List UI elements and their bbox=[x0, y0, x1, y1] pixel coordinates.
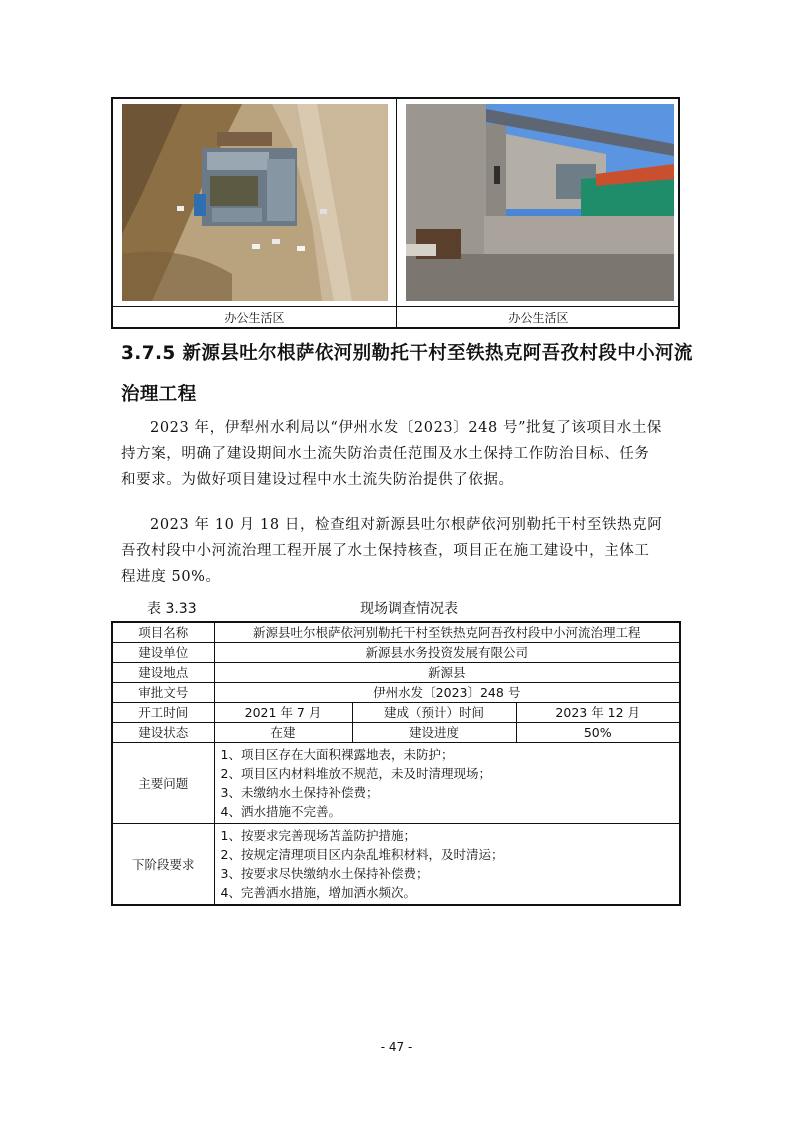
table-label: 主要问题 bbox=[112, 742, 214, 823]
paragraph-line: 和要求。为做好项目建设过程中水土流失防治提供了依据。 bbox=[121, 472, 514, 488]
building-photo bbox=[406, 104, 674, 301]
table-row bbox=[112, 742, 680, 823]
list-item: 4、完善洒水措施，增加洒水频次。 bbox=[220, 884, 416, 900]
paragraph-line: 2023 年，伊犁州水利局以“伊州水发〔2023〕248 号”批复了该项目水土保 bbox=[150, 420, 663, 436]
paragraph-line: 程进度 50%。 bbox=[121, 569, 221, 585]
table-value: 新源县 bbox=[214, 662, 680, 682]
aerial-site-photo bbox=[122, 104, 388, 301]
table-row bbox=[112, 722, 680, 742]
list-item: 2、项目区内材料堆放不规范，未及时清理现场； bbox=[220, 765, 491, 781]
table-row bbox=[112, 622, 680, 642]
table-row bbox=[112, 702, 680, 722]
list-item: 1、按要求完善现场苫盖防护措施； bbox=[220, 827, 416, 843]
survey-table bbox=[111, 621, 681, 906]
table-label: 建设进度 bbox=[352, 722, 516, 742]
list-item: 1、项目区存在大面积裸露地表，未防护； bbox=[220, 746, 454, 762]
table-label: 建设状态 bbox=[112, 722, 214, 742]
table-row bbox=[112, 642, 680, 662]
table-value: 2021 年 7 月 bbox=[214, 702, 352, 722]
section-heading-line1: 3.7.5 新源县吐尔根萨依河别勒托干村至铁热克阿吾孜村段中小河流 bbox=[121, 343, 693, 364]
table-label: 审批文号 bbox=[112, 682, 214, 702]
table-label: 项目名称 bbox=[112, 622, 214, 642]
table-value: 50% bbox=[516, 722, 680, 742]
table-label: 建成（预计）时间 bbox=[352, 702, 516, 722]
table-value: 2023 年 12 月 bbox=[516, 702, 680, 722]
table-value: 在建 bbox=[214, 722, 352, 742]
table-row bbox=[112, 682, 680, 702]
table-value: 伊州水发〔2023〕248 号 bbox=[214, 682, 680, 702]
problems-list bbox=[214, 742, 680, 823]
table-label: 建设地点 bbox=[112, 662, 214, 682]
table-value: 新源县水务投资发展有限公司 bbox=[214, 642, 680, 662]
table-value: 新源县吐尔根萨依河别勒托干村至铁热克阿吾孜村段中小河流治理工程 bbox=[214, 622, 680, 642]
table-label: 建设单位 bbox=[112, 642, 214, 662]
paragraph-inspection bbox=[121, 512, 681, 590]
paragraph-line: 吾孜村段中小河流治理工程开展了水土保持核查，项目正在施工建设中，主体工 bbox=[121, 543, 650, 559]
requirements-list bbox=[214, 823, 680, 905]
list-item: 3、按要求尽快缴纳水土保持补偿费； bbox=[220, 865, 429, 881]
list-item: 2、按规定清理项目区内杂乱堆积材料，及时清运； bbox=[220, 846, 504, 862]
photo-caption-left: 办公生活区 bbox=[224, 311, 285, 325]
page-number: - 47 - bbox=[380, 1040, 413, 1054]
table-label: 开工时间 bbox=[112, 702, 214, 722]
table-row bbox=[112, 662, 680, 682]
table-label: 下阶段要求 bbox=[112, 823, 214, 905]
list-item: 3、未缴纳水土保持补偿费； bbox=[220, 784, 379, 800]
table-title: 现场调查情况表 bbox=[360, 601, 458, 617]
list-item: 4、洒水措施不完善。 bbox=[220, 803, 341, 819]
caption-divider bbox=[113, 306, 678, 307]
table-number: 表 3.33 bbox=[147, 601, 197, 617]
paragraph-line: 持方案，明确了建设期间水土流失防治责任范围及水土保持工作防治目标、任务 bbox=[121, 446, 650, 462]
table-row bbox=[112, 823, 680, 905]
photo-caption-right: 办公生活区 bbox=[508, 311, 569, 325]
paragraph-line: 2023 年 10 月 18 日，检查组对新源县吐尔根萨依河别勒托干村至铁热克阿 bbox=[150, 517, 663, 533]
photo-table bbox=[111, 97, 680, 329]
photo-divider bbox=[396, 99, 397, 327]
paragraph-approval bbox=[121, 415, 681, 493]
section-heading-line2: 治理工程 bbox=[121, 384, 197, 405]
